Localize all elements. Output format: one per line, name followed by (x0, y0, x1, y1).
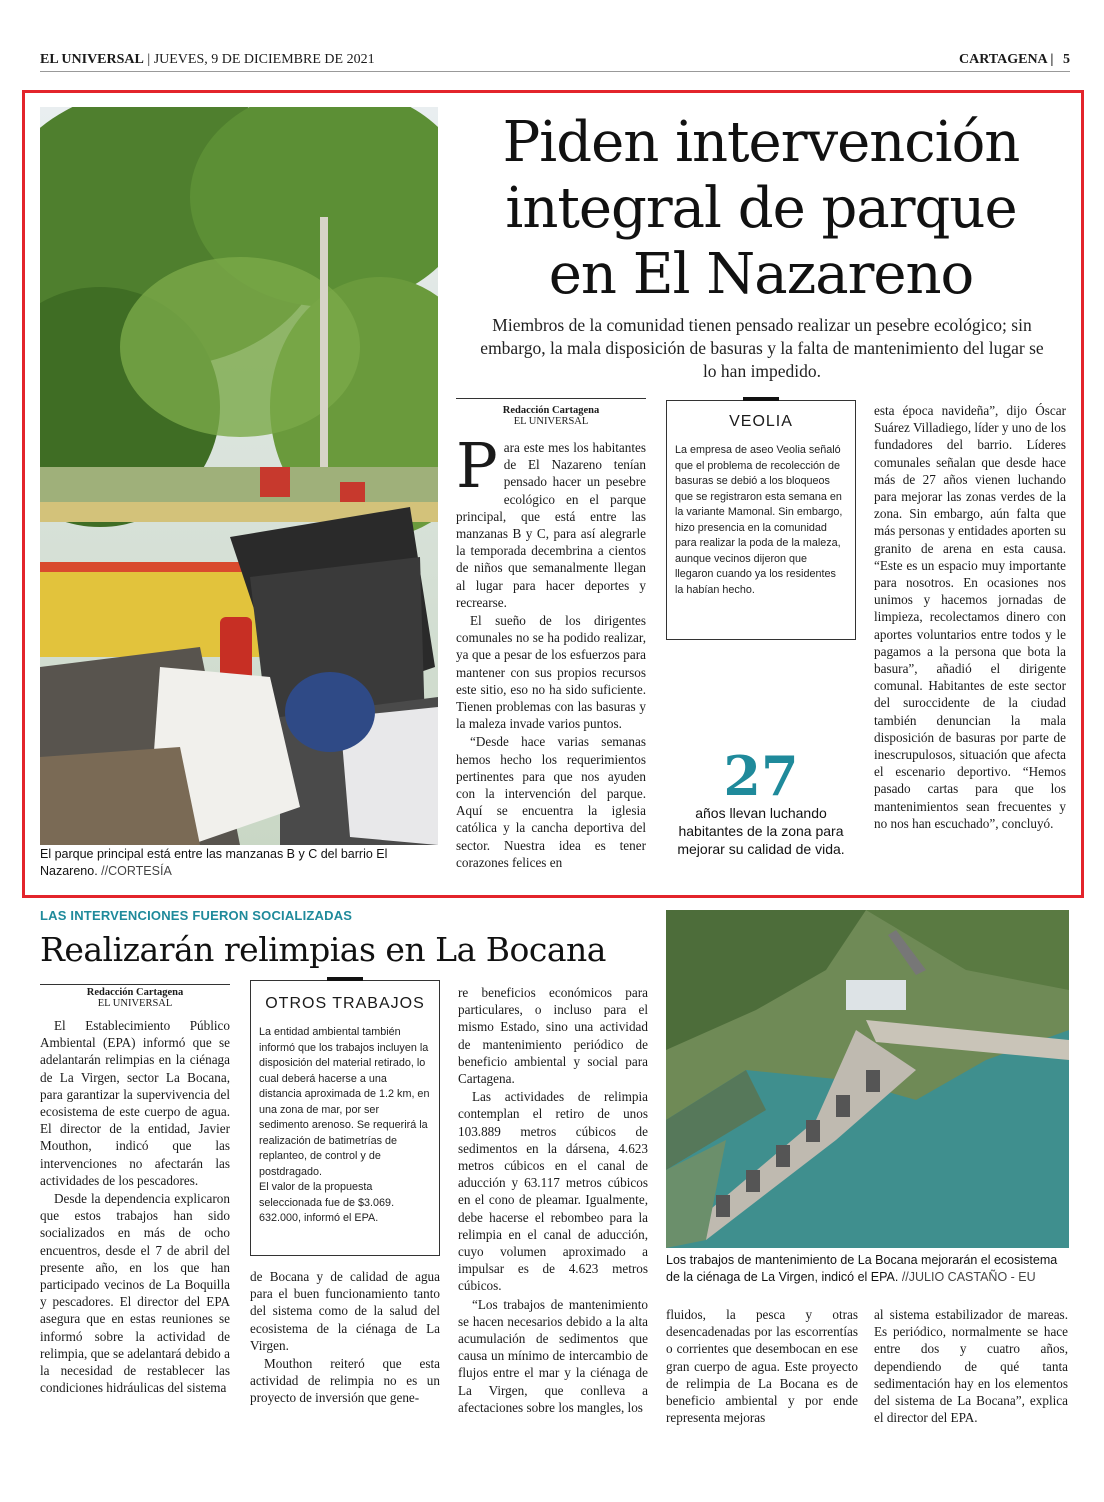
article-headline (455, 110, 1067, 308)
page-number: 5 (1063, 52, 1070, 67)
big-number-text: años llevan luchando habitantes de la zona para mejorar su calidad de vida. (677, 805, 845, 857)
paragraph: re beneficios económicos para particulares, o incluso para el mismo Estado, sino una actividad de mantenimiento periódico de beneficio ambiental y social para Cartagena. (458, 985, 648, 1087)
paragraph: de Bocana y de calidad de agua para el buen funcionamiento tanto del sistema como de la salud del ecosistema de la ciénaga de La Virgen. (250, 1269, 440, 1353)
article2-column-5 (874, 1306, 1068, 1427)
big-number-callout (666, 744, 856, 858)
otros-trabajos-sidebar (250, 980, 440, 1256)
headline-line: en El Nazareno (548, 242, 974, 307)
paragraph: El Establecimiento Público Ambiental (EPA) informó que se adelantarán relimpias en la ciénaga de La Virgen, sector La Bocana, para garantizar la supervivencia del ecosistema de este cuerpo de agua. El director de la entidad, Javier Mouthon, indicó que las intervenciones no afectarán las actividades de los pescadores. (40, 1018, 230, 1188)
paragraph-text: ara este mes los habitantes de El Nazareno tenían pensado hacer un pesebre ecológico en el parque principal, que está entre las manzanas B y C, para así alegrarle la temporada decembrina a cientos de niños que semanalmente llegan al lugar para hacer deportes y recrearse. (456, 440, 646, 610)
sidebar-title: VEOLIA (729, 413, 793, 430)
park-photo-caption (40, 846, 440, 880)
photo-credit: //JULIO CASTAÑO - EU (901, 1270, 1036, 1284)
paragraph: El sueño de los dirigentes comunales no se ha podido realizar, ya que a pesar de los esfuerzos para mantener con sus propios recursos este sitio, eso no ha sido suficiente. Tienen problemas con las basuras y la maleza invade varios puntos. (456, 613, 646, 732)
big-number: 27 (723, 744, 799, 808)
photo-credit: //CORTESÍA (101, 864, 172, 878)
issue-date: JUEVES, 9 DE DICIEMBRE DE 2021 (153, 52, 375, 67)
sidebar-text: La entidad ambiental también informó que los trabajos incluyen la disposición del material retirado, lo cual deberá hacerse a una distancia aproximada de 1.2 km, en una zona de mar, por ser sedimento arenoso. Se requerirá la realización de batimetrías de replanteo, de control y de postdragado. (259, 1026, 430, 1178)
masthead-right (959, 52, 1070, 68)
byline-org: EL UNIVERSAL (97, 998, 173, 1009)
bocana-photo (666, 910, 1069, 1248)
paragraph: fluidos, la pesca y otras desencadenadas por las escorrentías o corrientes que desembocan en ese gran cuerpo de agua. Este proyecto de relimpia de La Bocana es de beneficio ambiental y por ende representa mejoras (666, 1307, 858, 1426)
article2-column-1 (40, 984, 230, 1397)
bocana-photo-caption (666, 1252, 1070, 1286)
article1-column-1 (456, 398, 646, 872)
article2-column-2 (250, 1268, 440, 1408)
sidebar-text: El valor de la propuesta seleccionada fue de $3.069. 632.000, informó el EPA. (259, 1181, 395, 1224)
sidebar-title: OTROS TRABAJOS (265, 995, 425, 1012)
article2-column-3 (458, 984, 648, 1417)
paragraph: al sistema estabilizador de mareas. Es periódico, normalmente se hace entre dos y cuatro años, dependiendo de qué tanta sedimentación hay en los elementos del sistema de La Bocana”, explica el director del EPA. (874, 1307, 1068, 1426)
sidebar-tab (327, 977, 363, 981)
section-name: CARTAGENA (958, 52, 1047, 67)
article2-headline: Realizarán relimpias en La Bocana (40, 930, 606, 969)
paragraph: Mouthon reiteró que esta actividad de relimpia no es un proyecto de inversión que gene- (250, 1356, 440, 1406)
byline (456, 405, 646, 427)
park-photo-image (40, 107, 438, 845)
paragraph: “Los trabajos de mantenimiento se hacen necesarios debido a la alta acumulación de sedimentos que causa un mínimo de intercambio de flujos entre el mar y la ciénaga de La Virgen, que conlleva a afectaciones sobre los mangles, los (458, 1296, 648, 1415)
paragraph (456, 429, 646, 611)
byline-name: Redacción Cartagena (502, 405, 600, 416)
article2-kicker: LAS INTERVENCIONES FUERON SOCIALIZADAS (40, 908, 353, 923)
masthead-separator: | (1050, 52, 1054, 67)
park-photo (40, 107, 438, 845)
sidebar-tab (743, 397, 779, 401)
paragraph: Las actividades de relimpia contemplan el retiro de unos 103.889 metros cúbicos de sedimentos en la dársena, 4.623 metros cúbicos en el canal de aducción y 63.117 metros cúbicos en el cono de pleamar. Igualmente, debe hacerse el rebombeo para la relimpia en el canal de aducción, cuyo volumen aproximado a impulsar es de 4.623 metros cúbicos. (458, 1089, 648, 1294)
drop-cap: P (456, 429, 498, 502)
caption-text: Los trabajos de mantenimiento de La Bocana mejorarán el ecosistema de la ciénaga de La Virgen, indicó el EPA. (666, 1253, 1058, 1284)
headline-line: Piden intervención (502, 110, 1020, 175)
bocana-photo-image (666, 910, 1069, 1248)
veolia-sidebar (666, 400, 856, 640)
headline-line: integral de parque (505, 176, 1017, 241)
sidebar-text: La empresa de aseo Veolia señaló que el problema de recolección de basuras se debió a los bloqueos que se registraron esta semana en la variante Mamonal. Sin embargo, hizo presencia en la comunidad para realizar la poda de la maleza, aunque vecinos dijeron que llegaron cuando ya los residentes la habían hecho. (675, 444, 843, 596)
byline-name: Redacción Cartagena (86, 987, 184, 998)
caption-text: El parque principal está entre las manzanas B y C del barrio El Nazareno. (40, 847, 388, 878)
page-header (40, 50, 1070, 72)
article-deck: Miembros de la comunidad tienen pensado realizar un pesebre ecológico; sin embargo, la mala disposición de basuras y la falta de mantenimiento del lugar se lo han impedido. (480, 315, 1044, 381)
paper-name: EL UNIVERSAL (40, 52, 144, 67)
paragraph: “Desde hace varias semanas hemos hecho los requerimientos pertinentes para que nos ayuden con la intervención del parque. Aquí se encuentra la iglesia católica y la cancha deportiva del sector. Nuestra idea es tener corazones felices en (456, 734, 646, 870)
masthead-left (40, 52, 375, 68)
paragraph: esta época navideña”, dijo Óscar Suárez Villadiego, líder y uno de los fundadores del barrio. Líderes comunales señalan que desde hace más de 27 años vienen luchando para mejorar las zonas verdes de la zona. Sin embargo, aún falta que más personas y entidades aporten su granito de arena en esta causa. “Este es un espacio muy importante para nosotros. En ocasiones nos unimos y hacemos jornadas de limpieza, recolectamos dinero con aportes voluntarios entre todos y le pagamos a la persona que bota la basura”, añadió el dirigente comunal. Habitantes de este sector del suroccidente de la ciudad también denuncian la mala disposición de basuras por parte de inescrupulosos, situación que afecta el escenario deportivo. “Hemos pasado cartas para que los mantenimientos sean frecuentes y no nos han escuchado”, concluyó. (874, 403, 1066, 831)
masthead-separator: | (147, 52, 151, 67)
byline (40, 984, 230, 1009)
byline-org: EL UNIVERSAL (513, 416, 589, 427)
article1-column-3 (874, 402, 1066, 833)
article2-column-4 (666, 1306, 858, 1427)
paragraph: Desde la dependencia explicaron que estos trabajos han sido socializados en más de ocho encuentros, desde el 7 de abril del presente año, en los que han participado vecinos de La Boquilla y pescadores. El director del EPA asegura que en estas reuniones se informó sobre la actividad de relimpia, que se adelantará debido a la necesidad de restablecer las condiciones hidráulicas del sistema (40, 1191, 230, 1396)
